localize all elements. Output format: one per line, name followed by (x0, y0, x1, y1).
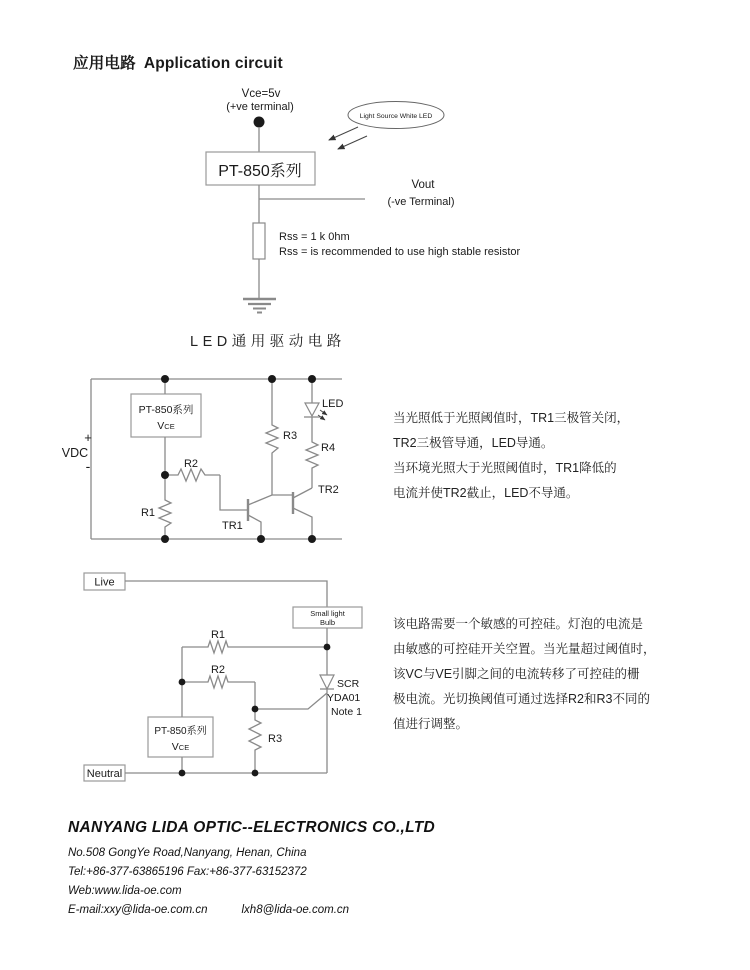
bulb-label-line2: Bulb (319, 618, 336, 627)
r2-label: R2 (183, 458, 199, 470)
resistor-r3 (249, 709, 282, 773)
description-line: 该VC与VE引脚之间的电流转移了可控硅的栅 (393, 667, 640, 681)
description-line: 电流并使TR2截止，LED不导通。 (393, 486, 579, 500)
junction-dot (161, 471, 169, 479)
pt850-sensor-label: PT-850系列 (154, 726, 207, 737)
page-title-cn: 应用电路 (73, 55, 136, 72)
supply-node-dot (254, 117, 265, 128)
junction-dot (308, 535, 316, 543)
vout-label: Vout (411, 179, 435, 191)
junction-dot (179, 679, 186, 686)
description-line: 极电流。光切换阈值可通过选择R2和R3不同的 (393, 692, 650, 706)
section2-heading: LED通用驱动电路 (190, 334, 346, 350)
rss-resistor-symbol (253, 223, 265, 259)
r3-label: R3 (283, 430, 298, 442)
junction-dot (252, 770, 259, 777)
tr1-label: TR1 (222, 520, 243, 532)
junction-dot (161, 535, 169, 543)
email-primary: E-mail:xxy@lida-oe.com.cn (68, 904, 208, 916)
resistor-r1 (141, 475, 171, 539)
r2-label: R2 (210, 664, 226, 676)
description-line: TR2三极管导通，LED导通。 (393, 436, 554, 450)
live-label: Live (94, 576, 115, 589)
junction-dot (161, 375, 169, 383)
negative-terminal-label: (-ve Terminal) (387, 196, 455, 208)
light-source-ellipse (348, 102, 444, 129)
email-secondary: lxh8@lida-oe.com.cn (241, 904, 350, 916)
pt850-sensor-label: PT-850系列 (138, 404, 194, 416)
junction-dot (257, 535, 265, 543)
neutral-terminal-box (84, 765, 125, 781)
company-tel-fax: Tel:+86-377-63865196 Fax:+86-377-63152372 (68, 866, 307, 878)
led-symbol (304, 398, 343, 420)
r3-label: R3 (268, 733, 283, 745)
pt850-sensor-box (148, 717, 213, 757)
description-line: 由敏感的可控硅开关空置。当光量超过阈值时， (393, 642, 656, 656)
page-title-en: Application circuit (143, 55, 283, 72)
description-line: 当光照低于光照阈值时，TR1三极管关闭， (393, 411, 630, 425)
resistor-r1 (182, 629, 327, 653)
vce-pin-label: VCE (157, 420, 175, 432)
neutral-label: Neutral (86, 768, 123, 780)
circuit3-description (393, 612, 656, 737)
ground-symbol (243, 299, 276, 313)
company-email (68, 904, 349, 916)
circuit2-led-driver-schematic (0, 365, 750, 560)
description-line: 值进行调整。 (393, 717, 469, 731)
junction-dot (308, 375, 316, 383)
incident-light-arrows (329, 127, 367, 149)
rss-note-label: Rss = is recommended to use high stable resistor (279, 246, 521, 258)
junction-dot (324, 644, 331, 651)
r4-label: R4 (321, 442, 336, 454)
company-address: No.508 GongYe Road,Nanyang, Henan, China (68, 847, 307, 859)
pt850-device-label: PT-850系列 (218, 163, 302, 180)
resistor-r4 (306, 417, 335, 488)
circuit1-schematic (0, 80, 750, 325)
positive-terminal-label: (+ve terminal) (226, 101, 294, 113)
pt850-sensor-box (131, 394, 201, 437)
led-emission-arrows (318, 410, 327, 420)
vdc-plus-label: + (84, 430, 92, 445)
bulb-label-line1: Small light (310, 609, 345, 618)
light-source-label: Light Source White LED (359, 113, 433, 120)
tr2-label: TR2 (318, 484, 339, 496)
resistor-r2 (182, 664, 255, 688)
description-line: 该电路需要一个敏感的可控硅。灯泡的电流是 (393, 617, 644, 631)
circuit2-description (393, 406, 629, 506)
live-terminal-box (84, 573, 125, 590)
resistor-r2 (165, 458, 220, 481)
junction-dot (179, 770, 186, 777)
resistor-r3 (266, 379, 297, 495)
scr-label: SCR (337, 678, 360, 690)
description-line: 当环境光照大于光照阈值时，TR1降低的 (393, 461, 617, 475)
transistor-tr1 (222, 495, 293, 539)
junction-dot (252, 706, 259, 713)
pt850-device-box (206, 152, 315, 185)
vce-supply-label: Vce=5v (241, 88, 281, 100)
bulb-box (293, 607, 362, 628)
scr-note-label: Note 1 (331, 706, 362, 718)
vdc-label: VDC (61, 446, 89, 460)
vdc-minus-label: - (85, 458, 91, 474)
led-label: LED (322, 398, 344, 410)
vce-pin-label: VCE (171, 741, 190, 753)
scr-model-label: YDA01 (327, 692, 361, 704)
page-title (73, 51, 283, 73)
r1-label: R1 (210, 629, 226, 641)
rss-value-label: Rss = 1 k 0hm (279, 231, 350, 243)
r1-label: R1 (140, 507, 155, 519)
company-website: Web:www.lida-oe.com (68, 885, 182, 897)
transistor-tr2 (293, 484, 339, 539)
scr-symbol (320, 675, 362, 773)
company-name: NANYANG LIDA OPTIC--ELECTRONICS CO.,LTD (68, 819, 436, 836)
junction-dot (268, 375, 276, 383)
